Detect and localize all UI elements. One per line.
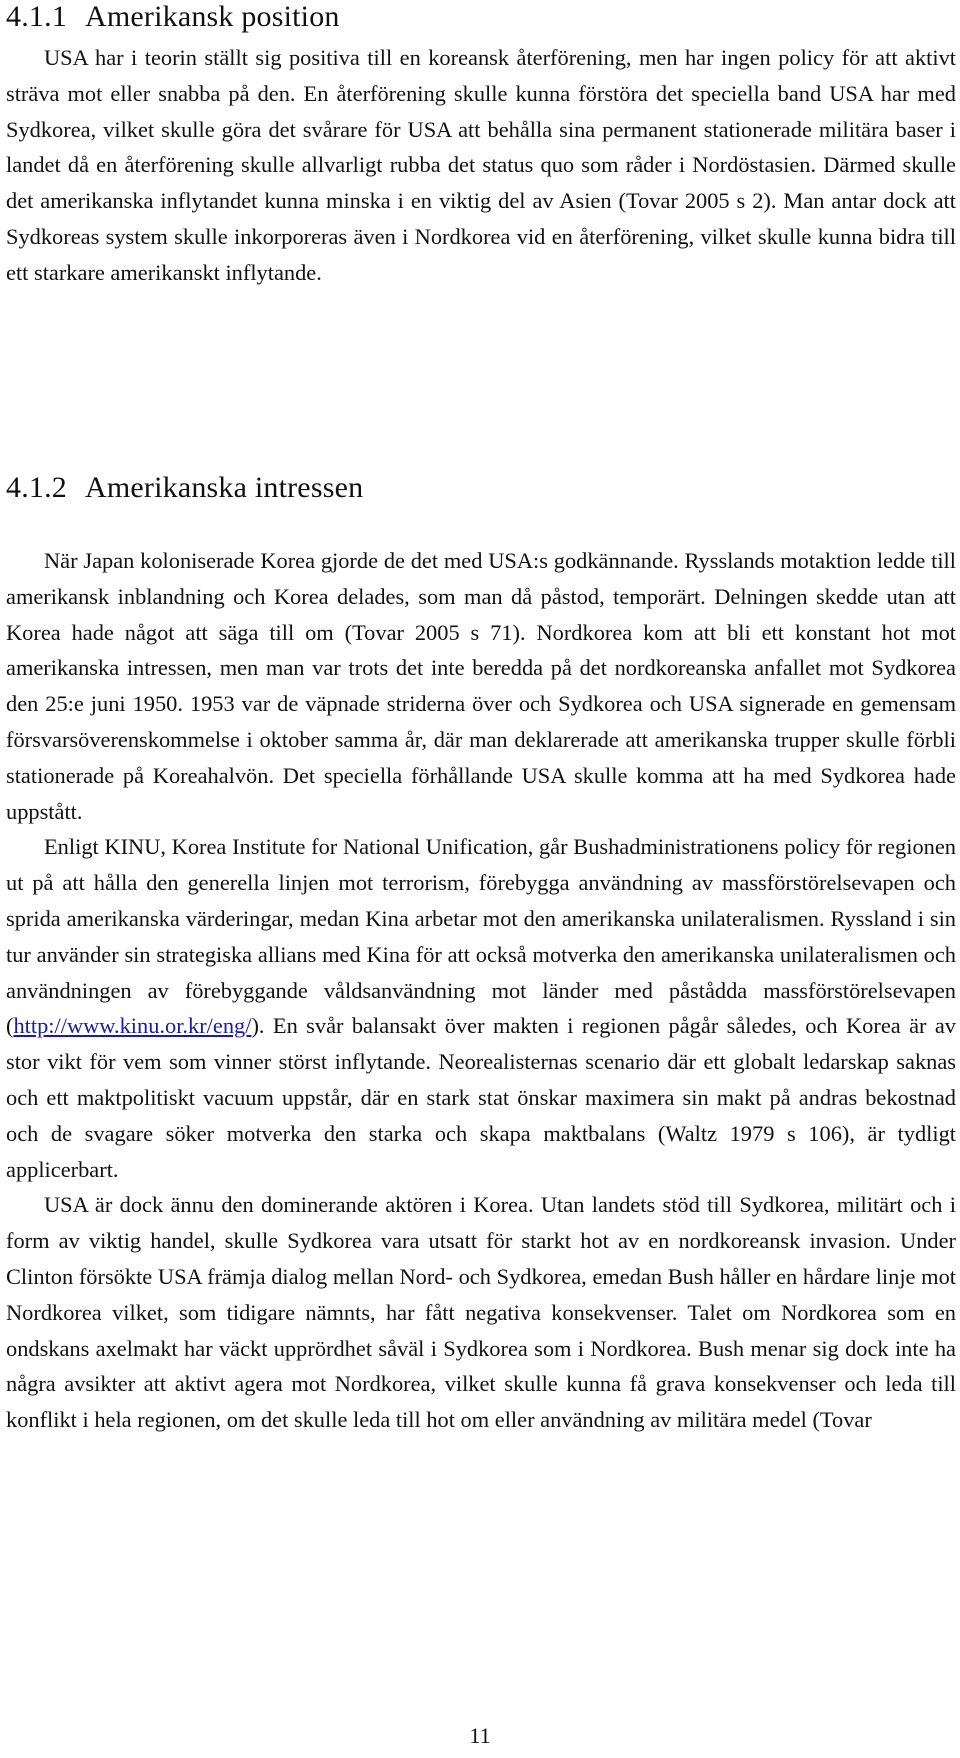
- section-body-4-1-1: [6, 40, 956, 291]
- section-heading-4-1-1: [6, 0, 340, 34]
- kinu-link[interactable]: http://www.kinu.or.kr/eng/: [13, 1013, 252, 1039]
- section-number: 4.1.1: [6, 0, 67, 33]
- section-title: Amerikansk position: [85, 0, 340, 33]
- paragraph: USA är dock ännu den dominerande aktören i Korea. Utan landets stöd till Sydkorea, militärt och i form av viktig handel, skulle Sydkorea vara utsatt för starkt hot av en nordkoreansk invasion. Under Clinton försökte USA främja dialog mellan Nord- och Sydkorea, emedan Bush håller en hårdare linje mot Nordkorea vilket, som tidigare nämnts, har fått negativa konsekvenser. Talet om Nordkorea som en ondskans axelmakt har väckt upprördhet såväl i Sydkorea som i Nordkorea. Bush menar sig dock inte ha några avsikter att aktivt agera mot Nordkorea, vilket skulle kunna få grava konsekvenser och leda till konflikt i hela regionen, om det skulle leda till hot om eller användning av militära medel (Tovar: [6, 1192, 956, 1433]
- paragraph-with-link: [6, 829, 956, 1187]
- section-body-4-1-2: [6, 543, 956, 1438]
- section-number: 4.1.2: [6, 471, 67, 504]
- paragraph: När Japan koloniserade Korea gjorde de det med USA:s godkännande. Rysslands motaktion ledde till amerikansk inblandning och Korea delades, som man då påstod, temporärt. Delningen skedde utan att Korea hade något att säga till om (Tovar 2005 s 71). Nordkorea kom att bli ett konstant hot mot amerikanska intressen, men man var trots det inte beredda på det nordkoreanska anfallet mot Sydkorea den 25:e juni 1950. 1953 var de väpnade striderna över och Sydkorea och USA signerade en gemensam försvarsöverenskommelse i oktober samma år, där man deklarerade att amerikanska trupper skulle förbli stationerade på Koreahalvön. Det speciella förhållande USA skulle komma att ha med Sydkorea hade uppstått.: [6, 548, 956, 824]
- section-heading-4-1-2: [6, 471, 363, 505]
- paragraph: USA har i teorin ställt sig positiva till en koreansk återförening, men har ingen policy för att aktivt sträva mot eller snabba på den. En återförening skulle kunna förstöra det speciella band USA har med Sydkorea, vilket skulle göra det svårare för USA att behålla sina permanent stationerade militära baser i landet då en återförening skulle allvarligt rubba det status quo som råder i Nordöstasien. Därmed skulle det amerikanska inflytandet kunna minska i en viktig del av Asien (Tovar 2005 s 2). Man antar dock att Sydkoreas system skulle inkorporeras även i Nordkorea vid en återförening, vilket skulle kunna bidra till ett starkare amerikanskt inflytande.: [6, 45, 956, 285]
- page-number: 11: [469, 1723, 491, 1748]
- paragraph-text: Enligt KINU, Korea Institute for National Unification, går Bushadministrationens policy för regionen ut på att hålla den generella linjen mot terrorism, förebygga användning av massförstörelsevapen och sprida amerikanska värderingar, medan Kina arbetar mot den amerikanska unilateralismen. Ryssland i sin tur använder sin strategiska allians med Kina för att också motverka den amerikanska unilateralismen och användningen av förebyggande våldsanvändning mot länder med påstådda massförstörelsevapen (: [6, 834, 956, 1039]
- paragraph-text: ). En svår balansakt över makten i regionen pågår således, och Korea är av stor vikt för vem som vinner störst inflytande. Neorealisternas scenario där ett globalt ledarskap saknas och ett maktpolitiskt vacuum uppstår, där en stark stat önskar maximera sin makt på andras bekostnad och de svagare söker motverka den starka och skapa maktbalans (Waltz 1979 s 106), är tydligt applicerbart.: [6, 1013, 956, 1182]
- section-title: Amerikanska intressen: [85, 471, 364, 504]
